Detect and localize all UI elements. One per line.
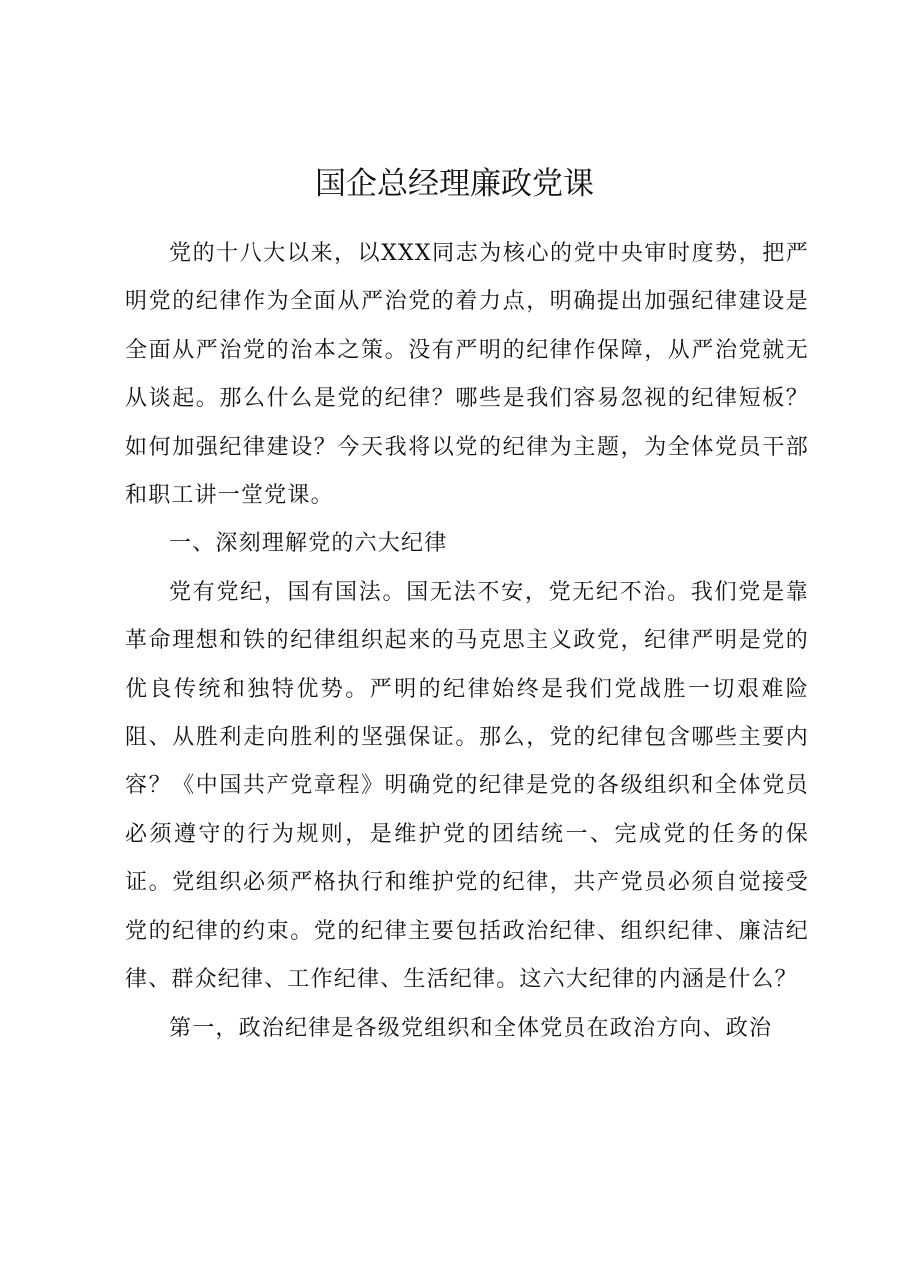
section-heading-1: 一、深刻理解党的六大纪律 xyxy=(169,531,448,557)
paragraph-intro: 党的十八大以来，以XXX同志为核心的党中央审时度势，把严明党的纪律作为全面从严治党的着力点，明确提出加强纪律建设是全面从严治党的治本之策。没有严明的纪律作保障，从严治党就无从谈起。那么什么是党的纪律？哪些是我们容易忽视的纪律短板？如何加强纪律建设？今天我将以党的纪律为主题，为全体党员干部和职工讲一堂党课。 xyxy=(125,241,809,509)
document-body xyxy=(125,230,809,1053)
paragraph-political-discipline: 第一，政治纪律是各级党组织和全体党员在政治方向、政治 xyxy=(169,1015,773,1041)
document-title: 国企总经理廉政党课 xyxy=(315,166,594,202)
paragraph-six-disciplines: 党有党纪，国有国法。国无法不安，党无纪不治。我们党是靠革命理想和铁的纪律组织起来的马克思主义政党，纪律严明是党的优良传统和独特优势。严明的纪律始终是我们党战胜一切艰难险阻、从胜利走向胜利的坚强保证。那么，党的纪律包含哪些主要内容？《中国共产党章程》明确党的纪律是党的各级组织和全体党员必须遵守的行为规则，是维护党的团结统一、完成党的任务的保证。党组织必须严格执行和维护党的纪律，共产党员必须自觉接受党的纪律的约束。党的纪律主要包括政治纪律、组织纪律、廉洁纪律、群众纪律、工作纪律、生活纪律。这六大纪律的内涵是什么？ xyxy=(125,579,809,993)
